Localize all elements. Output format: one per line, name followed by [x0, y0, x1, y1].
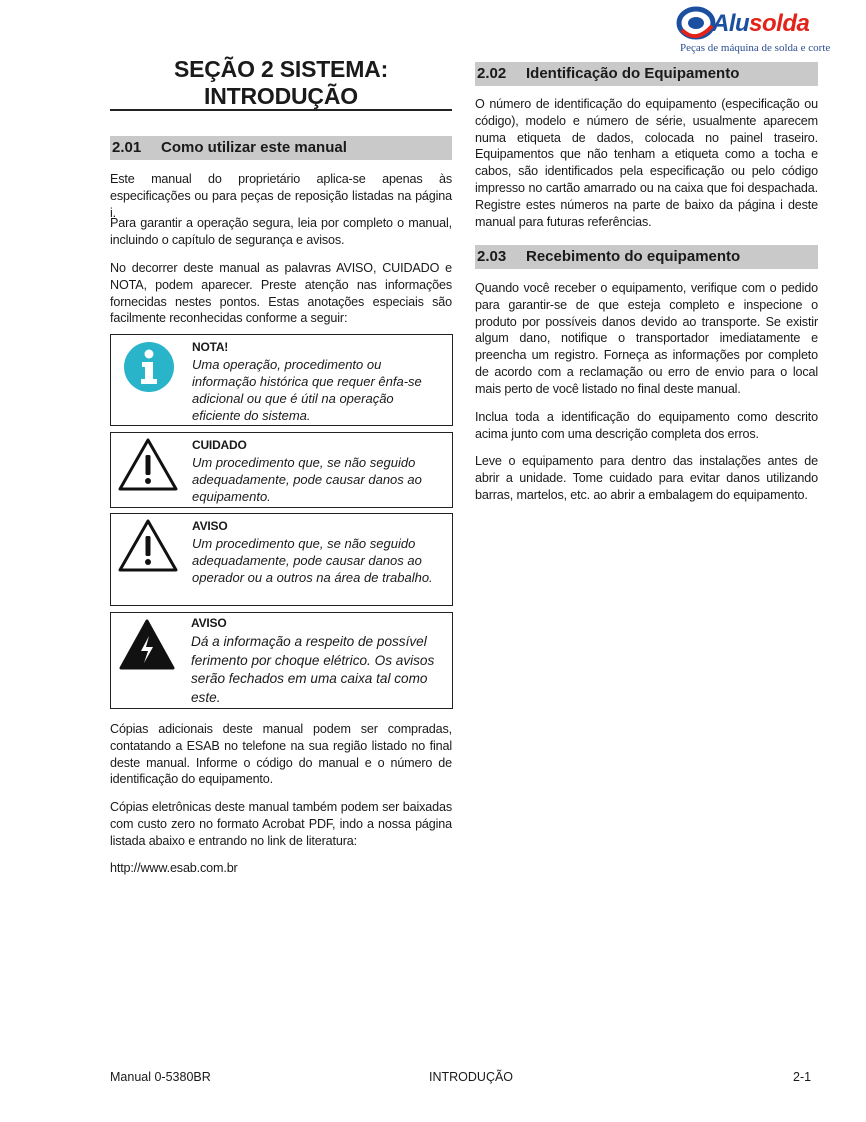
logo-tagline: Peças de máquina de solda e corte [680, 42, 831, 54]
paragraph-additional-copies: Cópias adicionais deste manual podem ser compradas, contatando a ESAB no telefone na sua região listado no final deste manual. Informe o código do manual e o número de identificação do equipamento. [110, 722, 452, 787]
paragraph-notice-words: No decorrer deste manual as palavras AVISO, CUIDADO e NOTA, podem aparecer. Preste atenção nas informações fornecidas nestes pontos. Estas anotações especiais são facilmente reconhecidas conforme a seguir: [110, 261, 452, 326]
section-heading-2-02: 2.02 Identificação do Equipamento [475, 62, 818, 86]
caution-box: CUIDADO Um procedimento que, se não seguido adequadamente, pode causar danos ao equipamento. [110, 432, 453, 508]
electric-shock-warning-box: AVISO Dá a informação a respeito de possível ferimento por choque elétrico. Os avisos serão fechados em uma caixa tal como este. [110, 612, 453, 709]
electric-shock-icon [119, 619, 175, 671]
footer-manual-code: Manual 0-5380BR [110, 1070, 211, 1084]
info-icon [123, 341, 175, 393]
paragraph-equipment-identification: O número de identificação do equipamento (especificação ou código), modelo e número de série, usualmente aparecem numa etiqueta de dados, colocada no painel traseiro. Equipamentos que não tenham a etiqueta como a tocha e cabos, são identificados pela especificação ou pelo código impresso no cartão amarrado ou na caixa que foi despachada. Registre estes números na parte de baixo da página i deste manual para futuras referências. [475, 97, 818, 229]
note-box: NOTA! Uma operação, procedimento ou informação histórica que requer ênfa-se adicional ou que é útil na operação eficiente do sistema. [110, 334, 453, 426]
title-divider [110, 109, 452, 111]
warning-triangle-icon [117, 437, 179, 493]
paragraph-unpacking: Leve o equipamento para dentro das instalações antes de abrir a unidade. Tome cuidado para evitar danos utilizando barras, martelos, etc. ao abrir a embalagem do equipamento. [475, 454, 818, 502]
footer-page-number: 2-1 [793, 1070, 812, 1084]
paragraph-receiving-check: Quando você receber o equipamento, verifique com o pedido para garantir-se de que esteja completo e inspecione o produto por possíveis danos devido ao transporte. Se existir algum dano, notifique o transportador imediatamente e preencha um registro. Forneça as informações por completo de acordo com a reclamação ou erro de envio para o local mais perto de você listado no final deste manual. [475, 281, 818, 396]
company-logo [676, 4, 831, 58]
section-heading-2-03: 2.03 Recebimento do equipamento [475, 245, 818, 269]
paragraph-include-identification: Inclua toda a identificação do equipamento como descrito acima junto com uma descrição completa dos erros. [475, 410, 818, 441]
footer-section-name: INTRODUÇÃO [429, 1070, 514, 1084]
website-link[interactable]: http://www.esab.com.br [110, 861, 238, 875]
page-title: SEÇÃO 2 SISTEMA: INTRODUÇÃO [173, 56, 389, 109]
paragraph-electronic-copies: Cópias eletrônicas deste manual também podem ser baixadas com custo zero no formato Acrobat PDF, indo a nossa página listada abaixo e entrando no link de literatura: [110, 800, 452, 848]
section-heading-2-01: 2.01 Como utilizar este manual [110, 136, 452, 160]
warning-triangle-icon [117, 518, 179, 574]
logo-wordmark: Alusolda [712, 10, 810, 37]
paragraph-safe-operation: Para garantir a operação segura, leia por completo o manual, incluindo o capítulo de segurança e avisos. [110, 216, 452, 247]
paragraph-manual-scope: Este manual do proprietário aplica-se apenas às especificações ou para peças de reposição listadas na página i. [110, 172, 452, 220]
warning-box: AVISO Um procedimento que, se não seguido adequadamente, pode causar danos ao operador ou a outros na área de trabalho. [110, 513, 453, 606]
logo-swirl-icon [676, 4, 716, 44]
